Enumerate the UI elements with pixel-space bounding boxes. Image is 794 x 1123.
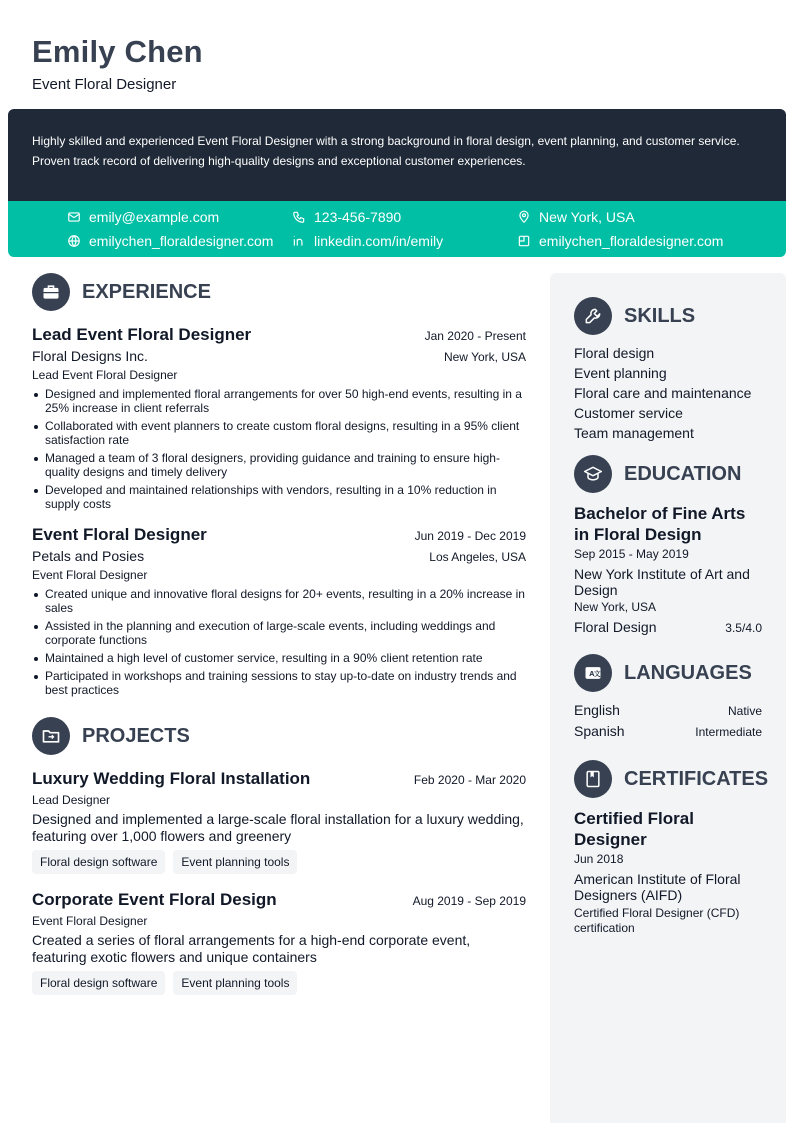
- job-company: Floral Designs Inc.: [32, 348, 148, 364]
- contact-email[interactable]: [67, 209, 219, 225]
- certificate-entry: [574, 808, 762, 936]
- project-tags: [32, 850, 526, 874]
- project-entry: [32, 769, 526, 874]
- education-gpa: 3.5/4.0: [725, 621, 762, 635]
- project-description: Designed and implemented a large-scale floral installation for a luxury wedding, featuring over 1,000 flowers and greenery: [32, 811, 524, 844]
- skills-heading: [574, 297, 762, 335]
- skill-item: Team management: [574, 425, 694, 441]
- project-date: Feb 2020 - Mar 2020: [413, 773, 526, 787]
- location-text: New York, USA: [539, 209, 635, 225]
- languages-list: [574, 702, 762, 740]
- contact-linkedin[interactable]: [292, 233, 443, 249]
- job-role: Event Floral Designer: [32, 568, 148, 582]
- job-date: Jan 2020 - Present: [424, 329, 526, 343]
- job-bullets: [32, 387, 526, 511]
- project-description: Created a series of floral arrangements for a high-end corporate event, featuring exotic flowers and unique containers: [32, 932, 471, 965]
- bullet-item: Assisted in the planning and execution of large-scale events, including weddings and corporate functions: [32, 619, 526, 647]
- experience-heading: [32, 273, 526, 311]
- education-date: Sep 2015 - May 2019: [574, 547, 689, 561]
- projects-title: PROJECTS: [82, 724, 190, 747]
- school-name: New York Institute of Art and Design: [574, 566, 750, 598]
- summary-text: Highly skilled and experienced Event Floral Designer with a strong background in floral design, event planning, and customer service. Proven track record of delivering high-quality designs and exceptional customer experiences.: [32, 134, 740, 168]
- bullet-item: Designed and implemented floral arrangements for over 50 high-end events, resulting in a 25% increase in client referrals: [32, 387, 526, 415]
- certificates-title: CERTIFICATES: [624, 767, 769, 790]
- certificates-heading: [574, 760, 769, 798]
- svg-text:文: 文: [593, 669, 601, 678]
- language-name: English: [574, 702, 620, 718]
- skill-item: Event planning: [574, 365, 667, 381]
- project-tags: [32, 971, 526, 995]
- contact-bar: [8, 201, 786, 257]
- skill-item: Floral design: [574, 345, 655, 361]
- linkedin-text: linkedin.com/in/emily: [314, 233, 444, 249]
- resume-header: [32, 34, 203, 93]
- education-title: EDUCATION: [624, 462, 742, 485]
- skills-title: SKILLS: [624, 304, 696, 327]
- project-title: Corporate Event Floral Design: [32, 890, 277, 909]
- certificate-issuer: American Institute of Floral Designers (AIFD): [574, 871, 741, 903]
- job-location: Los Angeles, USA: [429, 550, 526, 564]
- email-icon: [67, 210, 81, 224]
- phone-text: 123-456-7890: [314, 209, 402, 225]
- contact-website[interactable]: [67, 233, 273, 249]
- job-location: New York, USA: [443, 350, 526, 364]
- skill-item: Customer service: [574, 405, 683, 421]
- language-name: Spanish: [574, 723, 625, 739]
- bullet-item: Collaborated with event planners to create custom floral designs, resulting in a 95% client satisfaction rate: [32, 419, 526, 447]
- certificate-book-icon: [574, 760, 612, 798]
- tag: Event planning tools: [173, 850, 297, 874]
- language-item: [574, 723, 762, 740]
- bullet-item: Participated in workshops and training sessions to stay up-to-date on industry trends and best practices: [32, 669, 526, 697]
- bullet-item: Created unique and innovative floral designs for 20+ events, resulting in a 20% increase in sales: [32, 587, 526, 615]
- skills-list: [574, 345, 762, 441]
- language-level: Intermediate: [695, 725, 762, 739]
- projects-heading: [32, 717, 526, 755]
- certificate-description: Certified Floral Designer (CFD) certification: [574, 906, 740, 935]
- bullet-item: Developed and maintained relationships with vendors, resulting in a 10% reduction in supply costs: [32, 483, 526, 511]
- degree-title: Bachelor of Fine Arts in Floral Design: [574, 504, 746, 544]
- candidate-name: Emily Chen: [32, 34, 203, 69]
- job-company: Petals and Posies: [32, 548, 145, 564]
- education-field: Floral Design: [574, 619, 657, 635]
- job-role: Lead Event Floral Designer: [32, 368, 178, 382]
- portfolio-text: emilychen_floraldesigner.com: [539, 233, 724, 249]
- candidate-title: Event Floral Designer: [32, 76, 177, 93]
- website-text: emilychen_floraldesigner.com: [89, 233, 274, 249]
- graduation-cap-icon: [574, 455, 612, 493]
- location-pin-icon: [517, 210, 531, 224]
- language-item: [574, 702, 762, 719]
- job-title: Event Floral Designer: [32, 525, 207, 544]
- skill-item: Floral care and maintenance: [574, 385, 752, 401]
- email-text: emily@example.com: [89, 209, 220, 225]
- language-level: Native: [727, 704, 762, 718]
- folder-icon: [32, 717, 70, 755]
- contact-location: [517, 209, 635, 225]
- project-title: Luxury Wedding Floral Installation: [32, 769, 311, 788]
- education-heading: [574, 455, 762, 493]
- svg-text:A: A: [589, 669, 595, 678]
- phone-icon: [292, 210, 306, 224]
- language-icon: [574, 654, 612, 692]
- contact-phone[interactable]: [292, 209, 401, 225]
- bullet-item: Maintained a high level of customer service, resulting in a 90% client retention rate: [32, 651, 526, 665]
- briefcase-icon: [32, 273, 70, 311]
- experience-entry: [32, 525, 526, 697]
- job-title: Lead Event Floral Designer: [32, 325, 252, 344]
- job-bullets: [32, 587, 526, 697]
- main-column: [32, 273, 526, 995]
- globe-icon: [67, 234, 81, 248]
- project-role: Lead Designer: [32, 793, 111, 807]
- education-entry: [574, 503, 762, 636]
- project-date: Aug 2019 - Sep 2019: [412, 894, 526, 908]
- bullet-item: Managed a team of 3 floral designers, providing guidance and training to ensure high-quality designs and timely delivery: [32, 451, 526, 479]
- languages-title: LANGUAGES: [624, 661, 752, 684]
- sidebar-column: [550, 273, 786, 1123]
- wrench-icon: [574, 297, 612, 335]
- summary-section: [8, 109, 786, 201]
- project-role: Event Floral Designer: [32, 914, 148, 928]
- certificate-name: Certified Floral Designer: [574, 809, 694, 849]
- contact-portfolio[interactable]: [517, 233, 723, 249]
- tag: Floral design software: [32, 971, 165, 995]
- languages-heading: [574, 654, 762, 692]
- experience-title: EXPERIENCE: [82, 280, 211, 303]
- experience-entry: [32, 325, 526, 511]
- portfolio-icon: [517, 234, 531, 248]
- project-entry: [32, 890, 526, 995]
- school-location: New York, USA: [574, 600, 657, 614]
- job-date: Jun 2019 - Dec 2019: [414, 529, 526, 543]
- certificate-date: Jun 2018: [574, 852, 624, 866]
- linkedin-icon: [292, 234, 306, 248]
- tag: Event planning tools: [173, 971, 297, 995]
- tag: Floral design software: [32, 850, 165, 874]
